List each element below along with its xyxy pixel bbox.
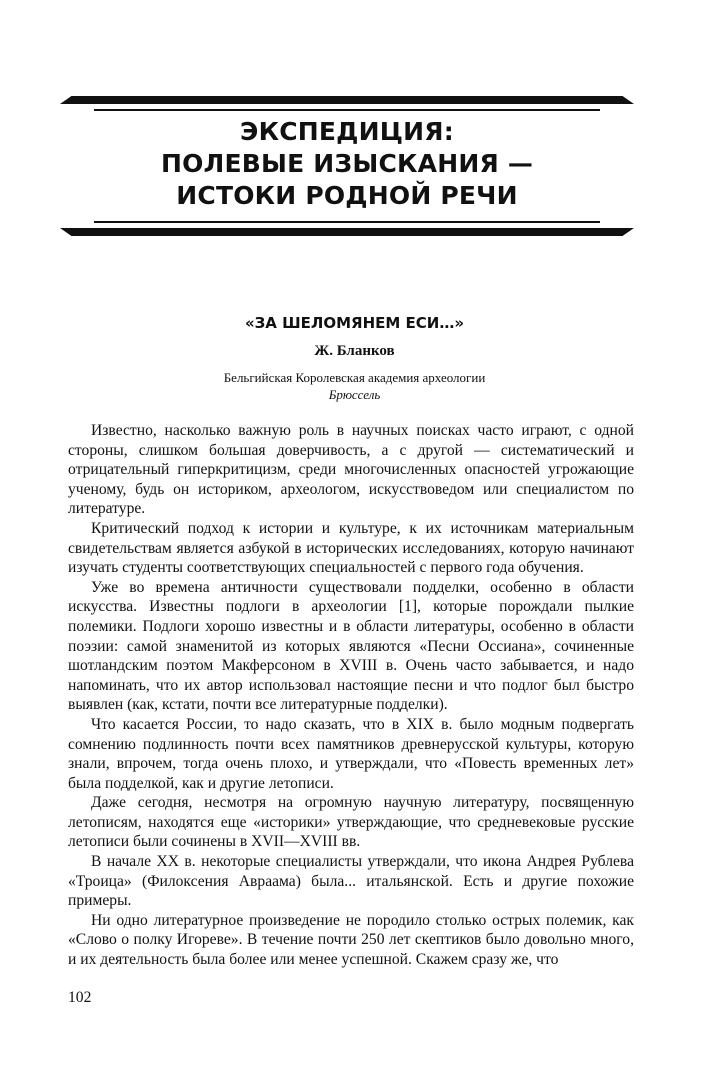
section-header xyxy=(60,96,634,242)
top-thick-rule xyxy=(60,96,634,104)
paragraph: Даже сегодня, несмотря на огромную научную литературу, посвященную летописям, находятся еще «историки» утверждающие, что средневековые русские летописи были сочинены в XVII—XVIII вв. xyxy=(68,794,634,851)
section-title xyxy=(60,116,634,212)
paragraph: Критический подход к истории и культуре, к их источникам материальным свидетельствам является азбукой в исторических исследованиях, которую начинают изучать студенты соответствующих специальностей с первого года обучения. xyxy=(68,519,634,577)
bottom-thin-rule xyxy=(94,221,600,223)
paragraph: Ни одно литературное произведение не породило столько острых полемик, как «Слово о полку Игореве». В течение почти 250 лет скептиков было довольно много, и их деятельность была более или менее успешной. Скажем сразу же, что xyxy=(68,911,634,969)
top-thin-rule xyxy=(94,109,600,111)
article-body xyxy=(68,421,634,970)
article-title: «ЗА ШЕЛОМЯНЕМ ЕСИ…» xyxy=(244,314,465,332)
paragraph: Известно, насколько важную роль в научных поисках часто играют, с одной стороны, слишком большая доверчивость, а с другой — систематический и отрицательный гиперкритицизм, среди многочисленных опасностей угрожающие ученому, будь он историком, археологом, искусствоведом или специалистом по литературе. xyxy=(68,422,634,518)
section-title-line-3: ИСТОКИ РОДНОЙ РЕЧИ xyxy=(176,181,518,210)
page-number: 102 xyxy=(68,989,92,1006)
author-affiliation: Бельгийская Королевская академия археологии xyxy=(223,370,486,385)
author-name: Ж. Бланков xyxy=(314,343,395,359)
author-city: Брюссель xyxy=(328,387,381,402)
paragraph: В начале XX в. некоторые специалисты утверждали, что икона Андрея Рублева «Троица» (Филоксения Авраама) была... итальянской. Есть и другие похожие примеры. xyxy=(68,853,634,910)
section-title-line-1: ЭКСПЕДИЦИЯ: xyxy=(240,117,454,146)
paragraph: Уже во времена античности существовали подделки, особенно в области искусства. Известны подлоги в археологии [1], которые порождали пылкие полемики. Подлоги хорошо известны и в области литературы, особенно в области поэзии: самой знаменитой из которых являются «Песни Оссиана», сочиненные шотландским поэтом Макферсоном в XVIII в. Очень часто забывается, и надо напоминать, что их автор использовал настоящие песни и что подлог был быстро выявлен (как, кстати, почти все литературные подделки). xyxy=(68,578,634,714)
section-title-line-2: ПОЛЕВЫЕ ИЗЫСКАНИЯ — xyxy=(160,149,534,178)
paragraph: Что касается России, то надо сказать, что в XIX в. было модным подвергать сомнению подлинность почти всех памятников древнерусской культуры, которую знали, впрочем, тогда очень плохо, и утверждали, что «Повесть временных лет» была подделкой, как и другие летописи. xyxy=(68,715,634,792)
bottom-thick-rule xyxy=(60,228,634,236)
